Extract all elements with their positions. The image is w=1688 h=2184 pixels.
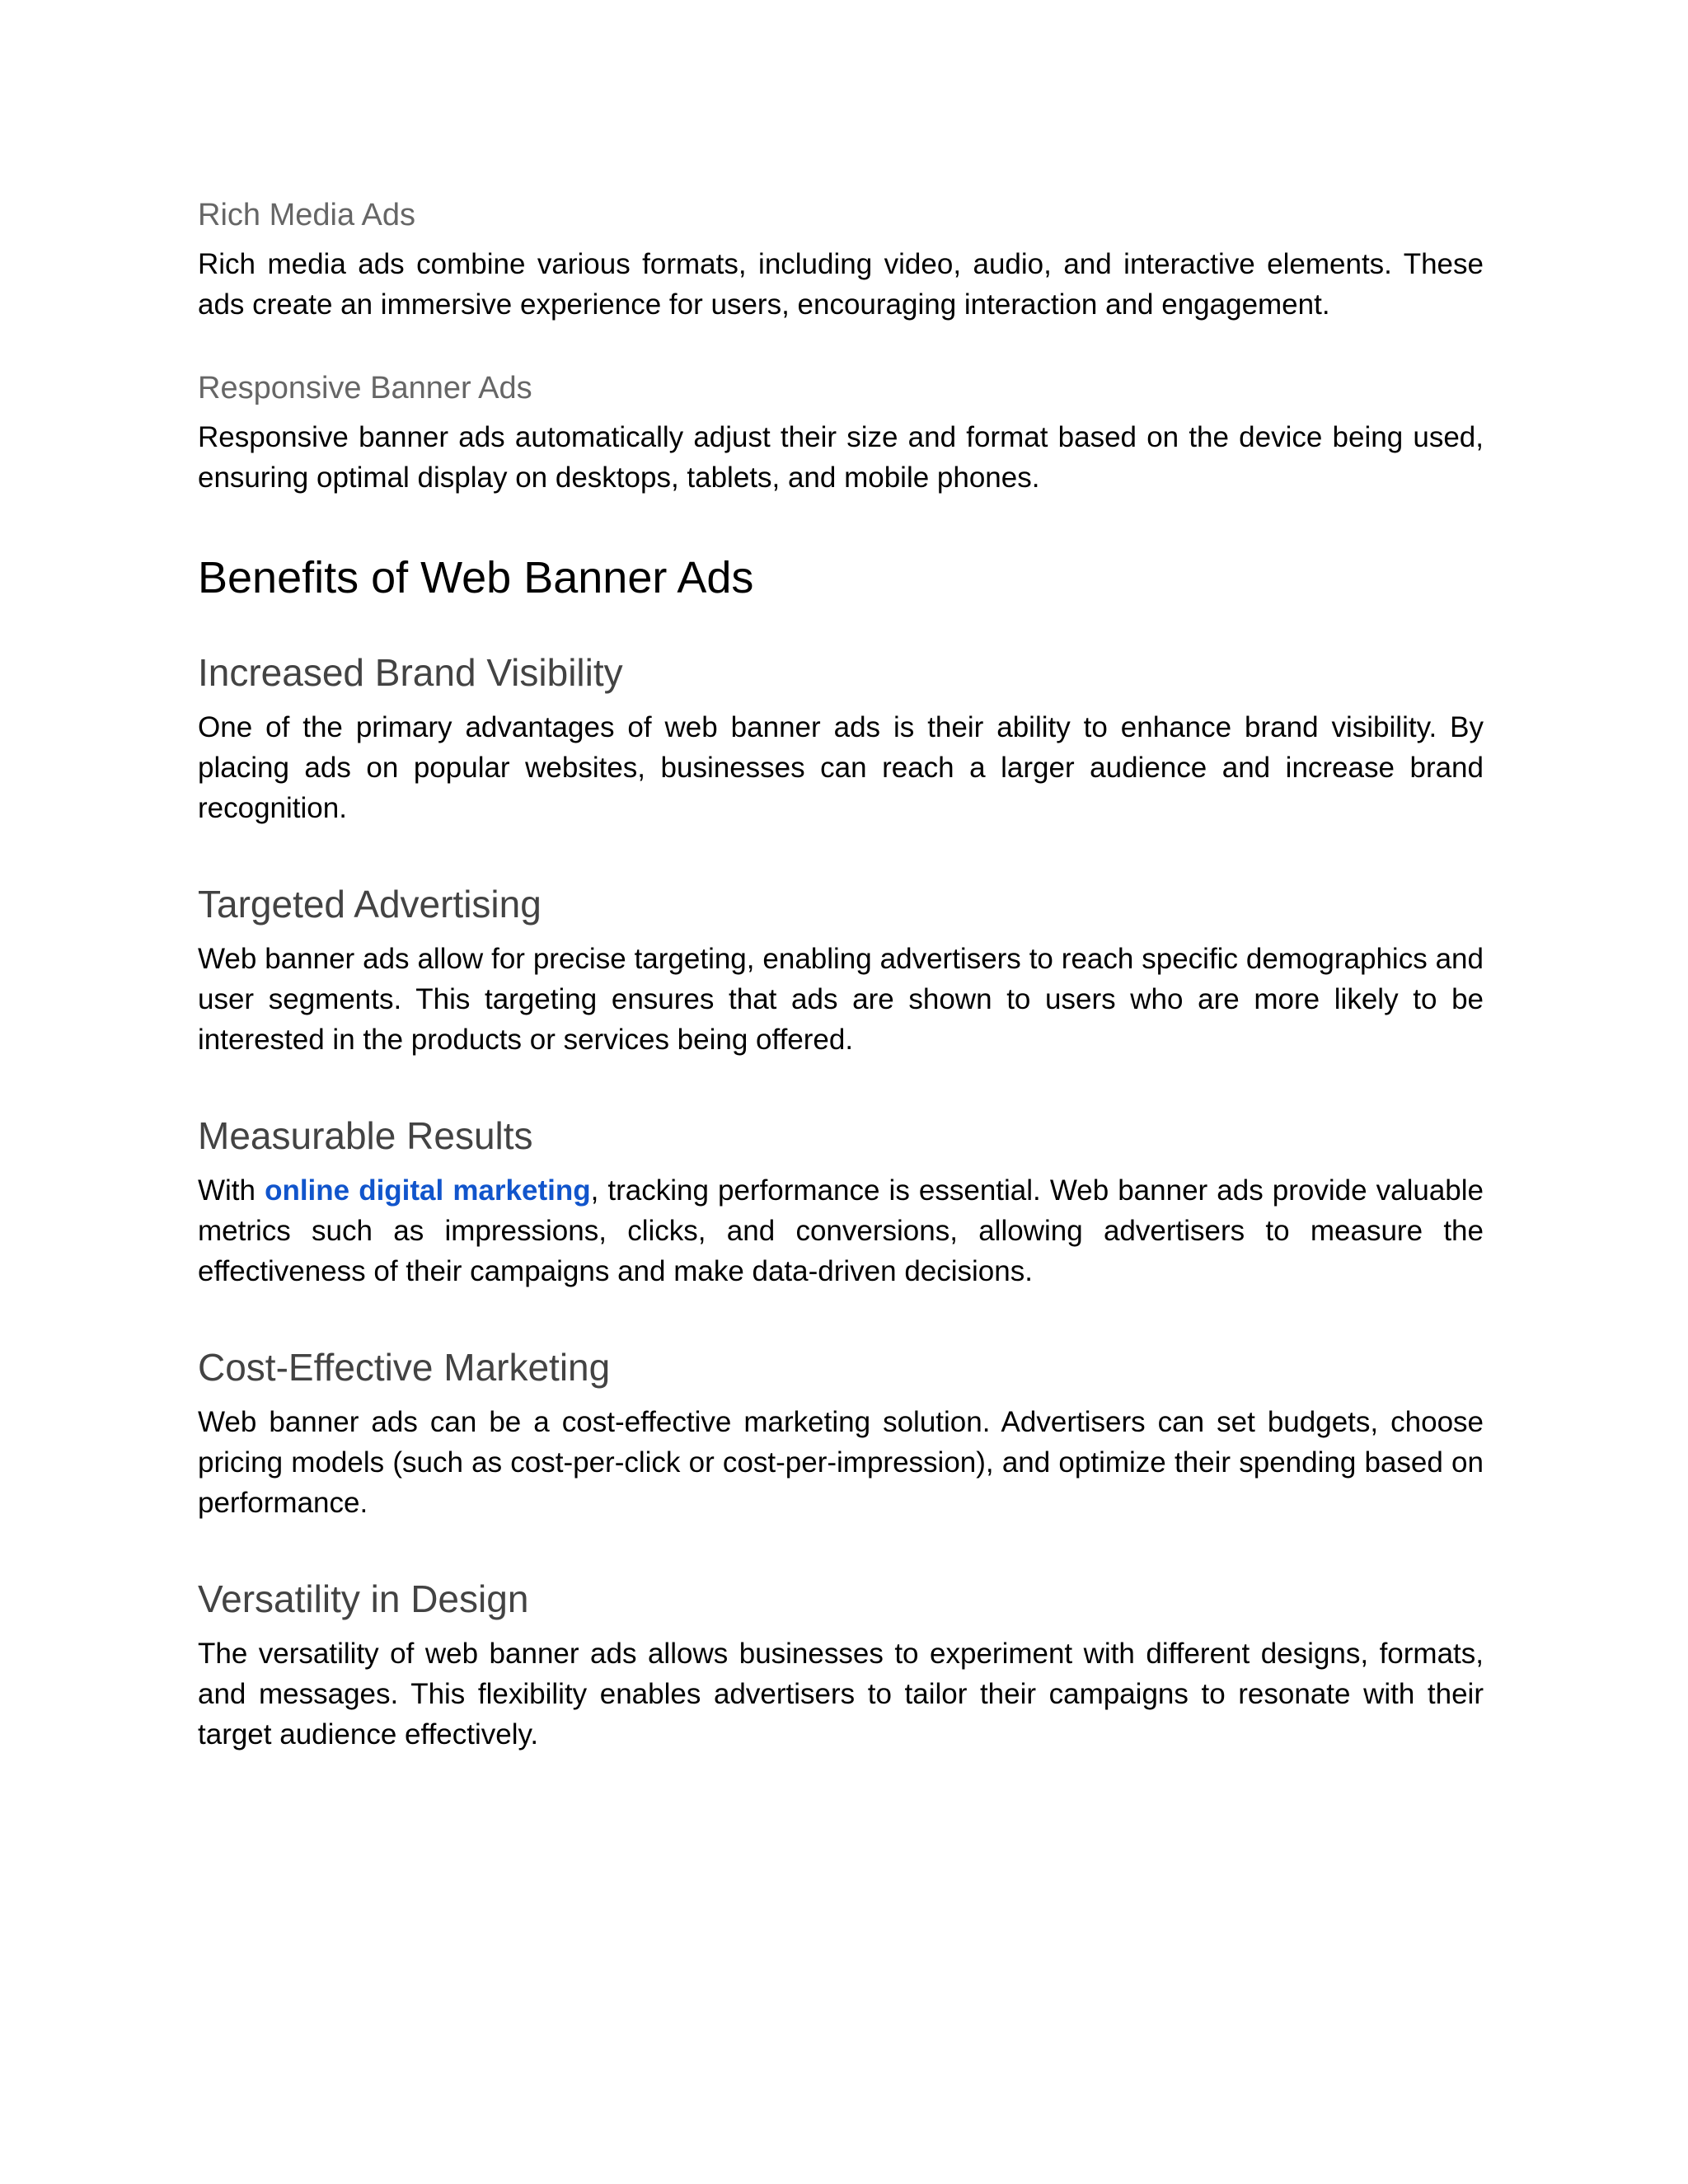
responsive-banner-ads-heading: Responsive Banner Ads	[198, 371, 532, 405]
document-page	[198, 194, 1484, 1755]
measurable-prefix: With	[198, 1174, 265, 1207]
measurable-suffix: , tracking performance is essential. Web banner ads provide valuable metrics such as impressions, clicks, and conversions, allowing advertisers to measure the effectiveness of their campaigns and make data-driven decisions.	[198, 1174, 1484, 1287]
responsive-banner-ads-paragraph: Responsive banner ads automatically adjust their size and format based on the device being used, ensuring optimal display on desktops, tablets, and mobile phones.	[198, 421, 1484, 494]
cost-effective-paragraph: Web banner ads can be a cost-effective marketing solution. Advertisers can set budgets, choose pricing models (such as cost-per-click or cost-per-impression), and optimize their spending based on performance.	[198, 1406, 1484, 1519]
versatility-paragraph: The versatility of web banner ads allows businesses to experiment with different designs, formats, and messages. This flexibility enables advertisers to tailor their campaigns to resonate with their target audience effectively.	[198, 1638, 1484, 1750]
measurable-results-paragraph	[198, 1170, 1484, 1291]
brand-visibility-heading: Increased Brand Visibility	[198, 651, 623, 694]
targeted-advertising-paragraph: Web banner ads allow for precise targeting, enabling advertisers to reach specific demographics and user segments. This targeting ensures that ads are shown to users who are more likely to be interested in the products or services being offered.	[198, 943, 1484, 1056]
brand-visibility-paragraph: One of the primary advantages of web banner ads is their ability to enhance brand visibility. By placing ads on popular websites, businesses can reach a larger audience and increase brand recognition.	[198, 711, 1484, 824]
benefits-section-title: Benefits of Web Banner Ads	[198, 553, 754, 602]
versatility-heading: Versatility in Design	[198, 1577, 529, 1620]
online-digital-marketing-link[interactable]: online digital marketing	[265, 1174, 591, 1207]
measurable-results-heading: Measurable Results	[198, 1114, 533, 1157]
targeted-advertising-heading: Targeted Advertising	[198, 883, 542, 926]
cost-effective-heading: Cost-Effective Marketing	[198, 1346, 611, 1389]
rich-media-ads-heading: Rich Media Ads	[198, 198, 416, 232]
rich-media-ads-paragraph: Rich media ads combine various formats, including video, audio, and interactive elements. These ads create an immersive experience for users, encouraging interaction and engagement.	[198, 248, 1484, 321]
